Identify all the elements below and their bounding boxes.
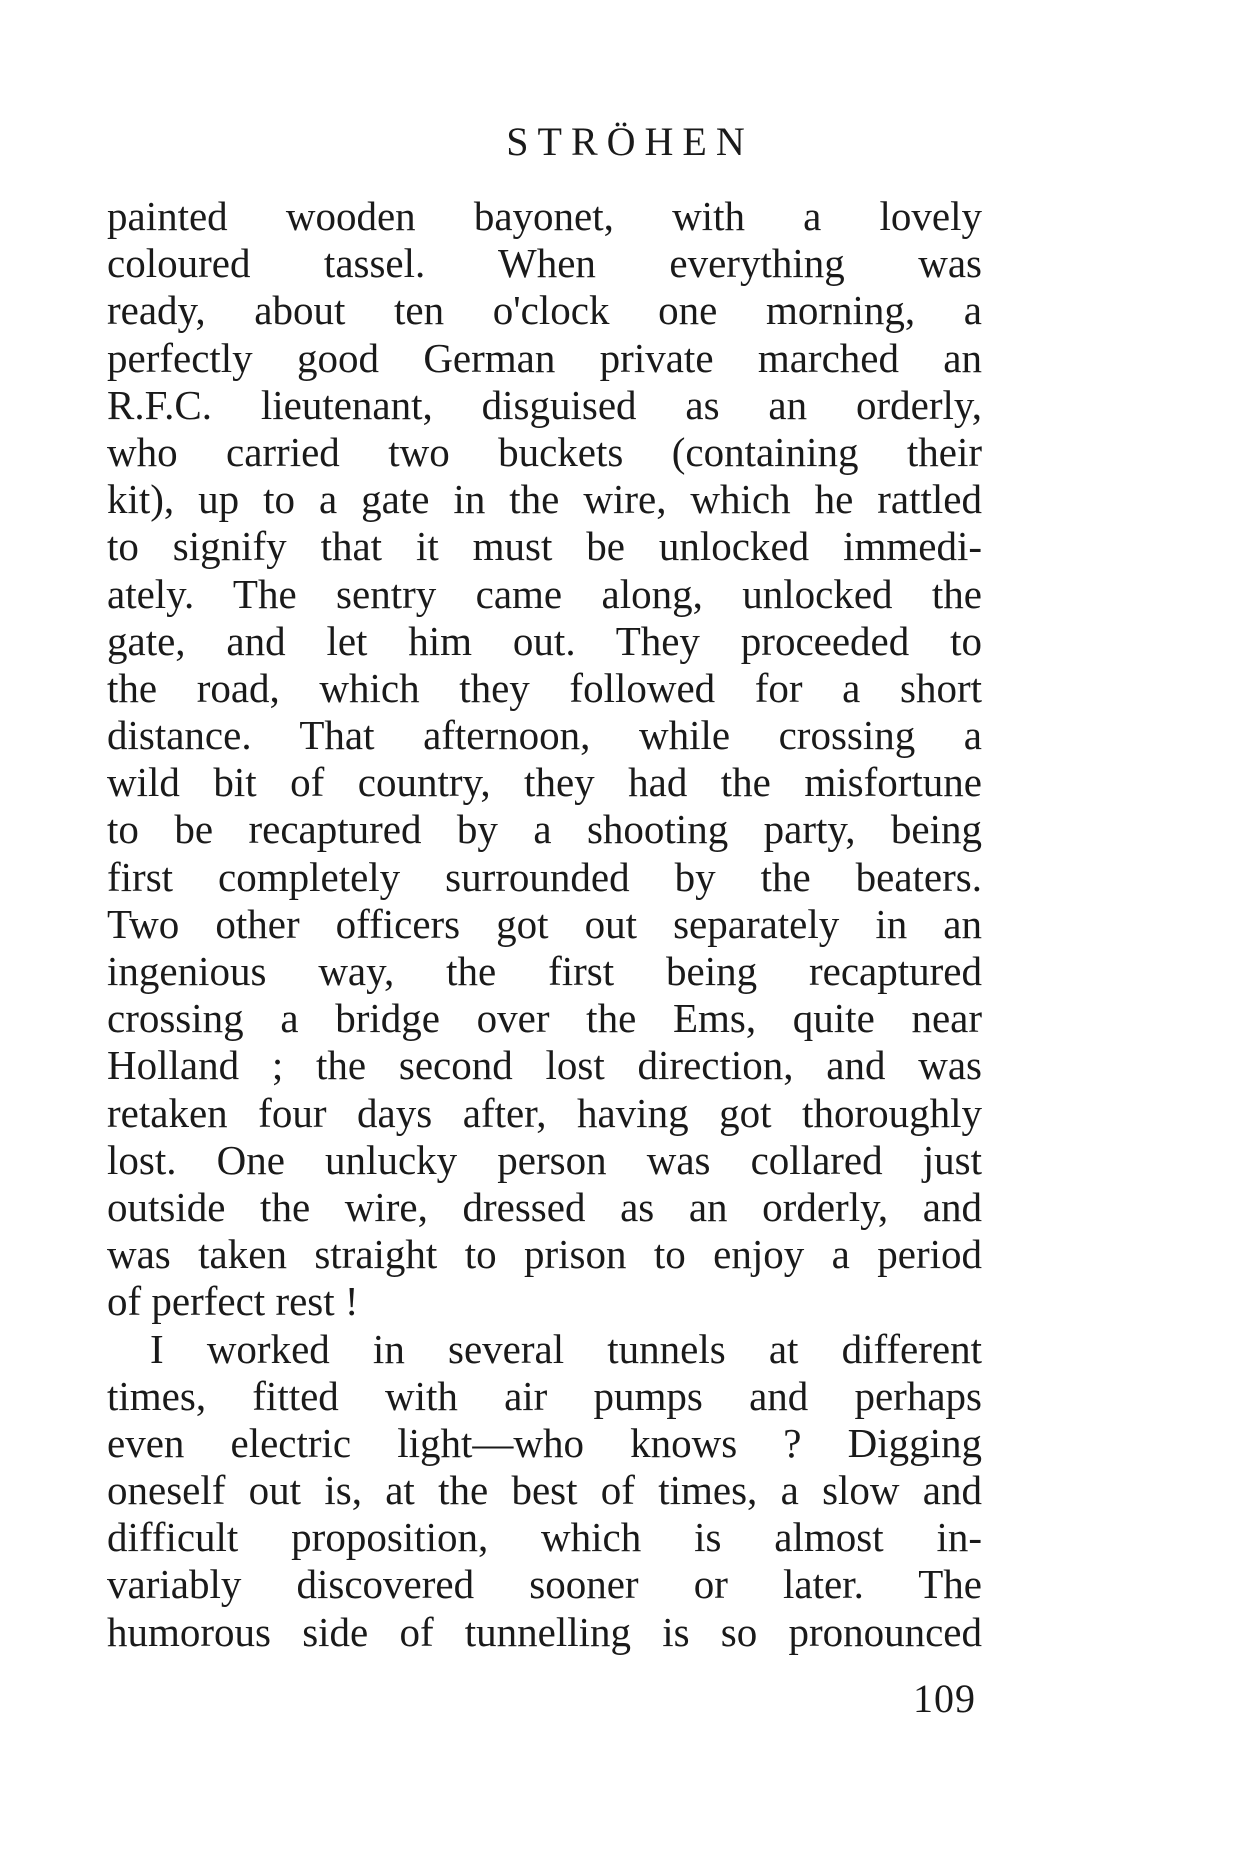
body-text: [107, 193, 982, 1656]
page-number: 109: [913, 1676, 976, 1721]
text-line: retaken four days after, having got thoroughly: [107, 1089, 982, 1136]
text-line: perfectly good German private marched an: [107, 334, 982, 381]
text-line: crossing a bridge over the Ems, quite near: [107, 995, 982, 1042]
text-line: times, fitted with air pumps and perhaps: [107, 1372, 982, 1419]
text-line: R.F.C. lieutenant, disguised as an orderly,: [107, 381, 982, 428]
text-line: ingenious way, the first being recaptured: [107, 948, 982, 994]
paragraph: [107, 1326, 982, 1656]
text-line: I worked in several tunnels at different: [150, 1325, 982, 1372]
text-line: to signify that it must be unlocked immedi-: [107, 523, 982, 570]
text-line: Holland ; the second lost direction, and was: [107, 1042, 982, 1089]
text-line: coloured tassel. When everything was: [107, 240, 982, 287]
text-line: who carried two buckets (containing their: [107, 428, 982, 475]
text-line: outside the wire, dressed as an orderly, and: [107, 1183, 982, 1230]
running-head: STRÖHEN: [506, 119, 754, 164]
text-line: difficult proposition, which is almost in-: [107, 1514, 982, 1561]
text-line: first completely surrounded by the beaters.: [107, 853, 982, 900]
text-line: was taken straight to prison to enjoy a period: [107, 1231, 982, 1278]
text-line: gate, and let him out. They proceeded to: [107, 617, 982, 664]
text-line: ready, about ten o'clock one morning, a: [107, 287, 982, 334]
text-line: oneself out is, at the best of times, a slow and: [107, 1467, 982, 1514]
text-line: even electric light—who knows ? Digging: [107, 1419, 982, 1466]
text-line: distance. That afternoon, while crossing a: [107, 712, 982, 759]
text-line: wild bit of country, they had the misfortune: [107, 759, 982, 806]
text-line: lost. One unlucky person was collared just: [107, 1136, 982, 1183]
text-line: the road, which they followed for a short: [107, 664, 982, 711]
text-line: ately. The sentry came along, unlocked the: [107, 570, 982, 617]
text-line: kit), up to a gate in the wire, which he rattled: [107, 476, 982, 523]
text-line: variably discovered sooner or later. The: [107, 1561, 982, 1608]
text-line: painted wooden bayonet, with a lovely: [107, 193, 982, 239]
text-line: humorous side of tunnelling is so pronounced: [107, 1608, 982, 1655]
paragraph: [107, 193, 982, 1326]
text-line: of perfect rest !: [107, 1278, 359, 1325]
text-line: to be recaptured by a shooting party, being: [107, 806, 982, 853]
text-line: Two other officers got out separately in an: [107, 900, 982, 947]
